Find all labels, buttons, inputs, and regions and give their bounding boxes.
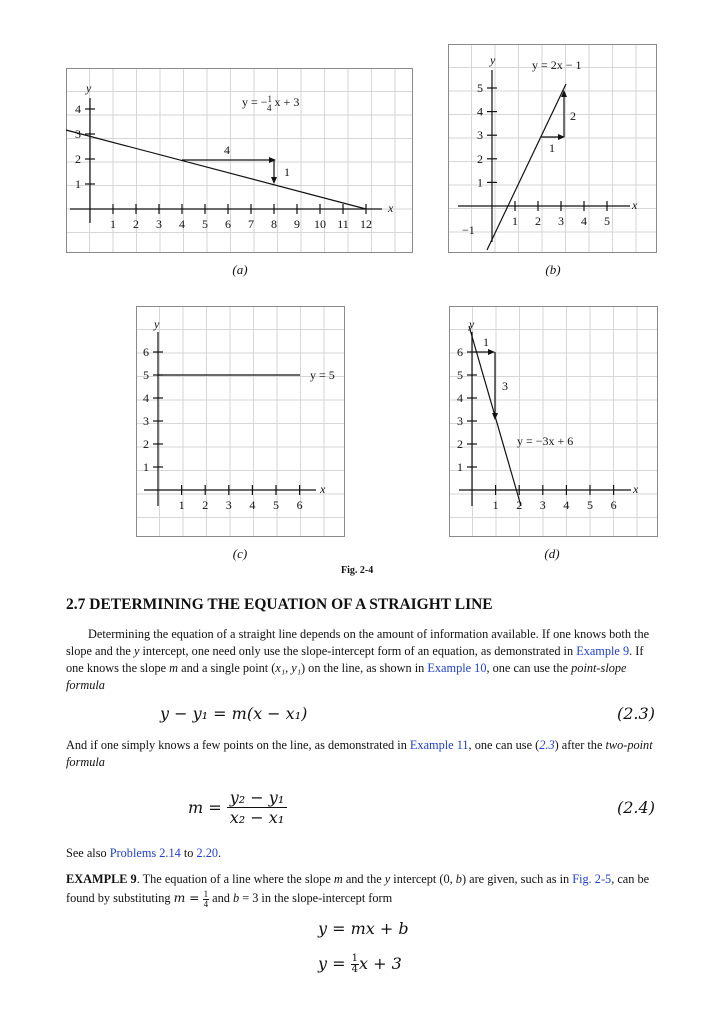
graph-b-run-label: 1 bbox=[549, 141, 555, 155]
graph-d-run-label: 1 bbox=[483, 335, 489, 349]
graph-b-y-label: y bbox=[490, 53, 496, 67]
graph-c bbox=[136, 306, 346, 538]
graph-a bbox=[66, 68, 414, 254]
paragraph-two-point: And if one simply knows a few points on the line, as demonstrated in Example 11, one can use (2.3) after the two-point formula bbox=[66, 738, 653, 769]
y-tick-label: 4 bbox=[457, 391, 463, 405]
x-tick-label: 4 bbox=[249, 498, 256, 512]
x-tick-label: 2 bbox=[133, 217, 139, 231]
graph-d bbox=[449, 306, 659, 538]
y-tick-label: 2 bbox=[477, 151, 483, 166]
graph-a-x-label: x bbox=[388, 201, 394, 215]
x-tick-label: 1 bbox=[178, 498, 185, 512]
graph-d-rise-label: 3 bbox=[502, 379, 508, 393]
equation-point-slope: y − y₁ = m(x − x₁) bbox=[160, 704, 308, 723]
x-tick-label: 10 bbox=[314, 217, 326, 231]
graph-d-rise-arrowhead bbox=[492, 413, 498, 420]
graph-c-svg bbox=[136, 306, 346, 538]
x-tick-label: 5 bbox=[604, 214, 610, 228]
x-tick-label: 3 bbox=[225, 498, 232, 512]
graph-a-rise-arrowhead bbox=[271, 177, 277, 184]
x-tick-label: 7 bbox=[248, 217, 254, 231]
equation-number-2-3: (2.3) bbox=[617, 704, 655, 723]
graph-b-rise-label: 2 bbox=[570, 109, 576, 123]
x-tick-label: 1 bbox=[512, 214, 518, 228]
x-tick-label: 5 bbox=[587, 498, 593, 512]
paragraph-intro: Determining the equation of a straight line depends on the amount of information available. If one knows both the slope and the y intercept, one need only use the slope-intercept form of an equation, as demonstrated in Example 9. If one knows the slope m and a single point (x₁, y₁) on the line, as shown in Example 10, one can use the point-slope formula bbox=[66, 627, 650, 692]
y-tick-label: 3 bbox=[477, 128, 483, 143]
x-tick-label: 6 bbox=[610, 498, 617, 512]
graph-d-frame bbox=[450, 307, 658, 537]
graph-c-x-label: x bbox=[320, 482, 326, 496]
y-tick-label: 3 bbox=[457, 414, 463, 428]
graph-a-run-label: 4 bbox=[224, 143, 230, 157]
equation-final: y = $\frac{1}{4}x + 3$ bbox=[318, 953, 402, 975]
graph-b-svg bbox=[448, 44, 658, 254]
x-tick-label: 11 bbox=[337, 217, 349, 231]
link-fig-2-5[interactable]: Fig. 2-5 bbox=[572, 872, 612, 886]
graph-b-x-label: x bbox=[632, 198, 638, 212]
x-tick-label: 5 bbox=[273, 498, 279, 512]
graph-a-line bbox=[66, 130, 366, 209]
y-tick-label: 5 bbox=[477, 81, 483, 95]
y-tick-label: 2 bbox=[457, 437, 463, 451]
caption-c: (c) bbox=[232, 546, 248, 561]
x-tick-label: 8 bbox=[271, 217, 277, 231]
example-9: EXAMPLE 9. The equation of a line where the slope m and the y intercept (0, b) are given, such as in Fig. 2-5, can be found by substituting m = $\frac{1}{4}$ and b = 3 in the slope-intercept form bbox=[66, 872, 650, 909]
graph-b-equation: y = 2x − 1 bbox=[532, 58, 582, 72]
graph-c-frame bbox=[137, 307, 345, 537]
x-tick-label: 4 bbox=[581, 214, 587, 228]
x-tick-label: 12 bbox=[360, 217, 372, 231]
x-tick-label: 1 bbox=[492, 498, 499, 512]
link-example-11[interactable]: Example 11 bbox=[409, 738, 469, 752]
link-problem-2-20[interactable]: 2.20 bbox=[196, 846, 219, 860]
caption-a: (a) bbox=[232, 262, 248, 277]
y-tick-label: 2 bbox=[75, 152, 81, 166]
section-heading: 2.7 DETERMINING THE EQUATION OF A STRAIGHT LINE bbox=[66, 596, 493, 613]
y-tick-label: 4 bbox=[477, 104, 483, 119]
x-tick-label: 2 bbox=[202, 498, 209, 512]
y-tick-label: 4 bbox=[75, 102, 81, 116]
graph-c-equation: y = 5 bbox=[310, 368, 335, 382]
x-tick-label: 4 bbox=[563, 498, 570, 512]
y-tick-label: 3 bbox=[143, 414, 149, 428]
y-tick-label: 4 bbox=[143, 391, 149, 405]
x-tick-label: 4 bbox=[179, 217, 185, 231]
caption-b: (b) bbox=[545, 262, 561, 277]
y-tick-label: 1 bbox=[143, 460, 149, 474]
x-tick-label: 6 bbox=[225, 217, 231, 231]
x-tick-label: 1 bbox=[110, 217, 116, 231]
graph-c-y-label: y bbox=[154, 317, 160, 331]
link-eq-2-3[interactable]: 2.3 bbox=[539, 738, 555, 752]
graph-d-y-label: y bbox=[469, 317, 475, 331]
graph-a-rise-label: 1 bbox=[284, 165, 290, 179]
caption-d: (d) bbox=[544, 546, 560, 561]
y-tick-label: 5 bbox=[457, 368, 463, 382]
graph-b-line bbox=[487, 84, 566, 250]
link-example-10[interactable]: Example 10 bbox=[427, 661, 487, 675]
x-tick-label: 5 bbox=[202, 217, 208, 231]
equation-number-2-4: (2.4) bbox=[617, 798, 655, 817]
link-problems-2-14[interactable]: Problems 2.14 bbox=[109, 846, 181, 860]
y-tick-label: 1 bbox=[75, 177, 81, 191]
graph-d-run-arrowhead bbox=[488, 349, 495, 355]
equation-two-point: m = $\frac{\text{y₂ − y₁}}{\text{x₂ − x₁}}$ bbox=[188, 788, 287, 827]
graph-b-neg-tick: −1 bbox=[462, 223, 475, 237]
graph-d-svg bbox=[449, 306, 659, 538]
x-tick-label: 3 bbox=[558, 214, 564, 228]
graph-b bbox=[448, 44, 658, 254]
x-tick-label: 3 bbox=[156, 217, 162, 231]
x-tick-label: 9 bbox=[294, 217, 300, 231]
y-tick-label: 2 bbox=[143, 437, 149, 451]
x-tick-label: 6 bbox=[296, 498, 303, 512]
y-tick-label: 1 bbox=[457, 460, 463, 474]
see-also: See also Problems 2.14 to 2.20. bbox=[66, 846, 222, 860]
graph-d-equation: y = −3x + 6 bbox=[517, 434, 574, 448]
x-tick-label: 2 bbox=[516, 498, 523, 512]
graph-d-x-label: x bbox=[633, 482, 639, 496]
y-tick-label: 5 bbox=[143, 368, 149, 382]
graph-a-y-label: y bbox=[86, 81, 92, 95]
figure-caption: Fig. 2-4 bbox=[341, 565, 374, 576]
y-tick-label: 6 bbox=[143, 345, 149, 359]
y-tick-label: 3 bbox=[75, 127, 81, 141]
link-example-9[interactable]: Example 9 bbox=[576, 644, 630, 658]
y-tick-label: 6 bbox=[457, 345, 463, 359]
graph-a-equation: y = −$^1$ 4 x + 3 bbox=[242, 94, 300, 113]
equation-slope-intercept: y = mx + b bbox=[318, 919, 409, 938]
x-tick-label: 2 bbox=[535, 214, 541, 228]
y-tick-label: 1 bbox=[477, 175, 483, 190]
graph-a-svg bbox=[66, 68, 414, 254]
x-tick-label: 3 bbox=[539, 498, 546, 512]
